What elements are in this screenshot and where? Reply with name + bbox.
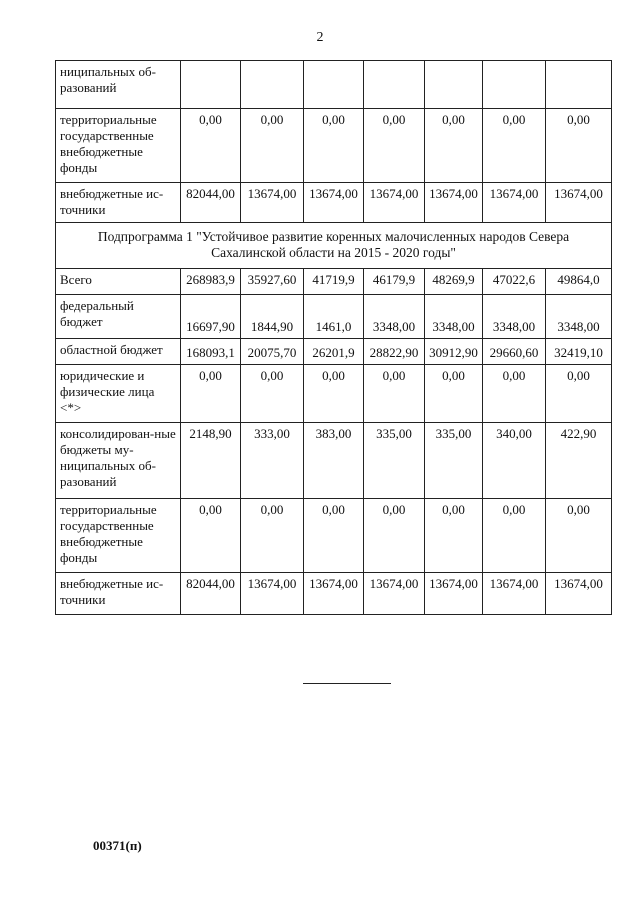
budget-table <box>55 60 612 615</box>
table-row <box>56 269 612 295</box>
value-cell: 0,00 <box>304 109 364 183</box>
table-row <box>56 61 612 109</box>
row-label: областной бюджет <box>56 339 181 365</box>
value-cell: 28822,90 <box>364 339 425 365</box>
table-row <box>56 295 612 339</box>
table-row <box>56 423 612 499</box>
value-cell <box>483 61 546 109</box>
value-cell <box>425 61 483 109</box>
value-cell: 13674,00 <box>546 573 612 615</box>
value-cell: 0,00 <box>181 365 241 423</box>
page-number: 2 <box>316 30 324 45</box>
value-cell: 3348,00 <box>364 295 425 339</box>
table-row <box>56 183 612 223</box>
value-cell: 0,00 <box>425 499 483 573</box>
value-cell: 0,00 <box>364 109 425 183</box>
value-cell: 13674,00 <box>364 183 425 223</box>
value-cell <box>304 61 364 109</box>
value-cell: 30912,90 <box>425 339 483 365</box>
value-cell <box>364 61 425 109</box>
value-cell: 13674,00 <box>241 183 304 223</box>
row-label: юридические и физические лица <*> <box>56 365 181 423</box>
separator-line <box>303 683 391 684</box>
value-cell: 13674,00 <box>483 183 546 223</box>
value-cell: 35927,60 <box>241 269 304 295</box>
value-cell: 0,00 <box>483 499 546 573</box>
table-row <box>56 109 612 183</box>
value-cell: 2148,90 <box>181 423 241 499</box>
row-label: внебюджетные ис-точники <box>56 573 181 615</box>
value-cell: 0,00 <box>241 109 304 183</box>
value-cell: 13674,00 <box>364 573 425 615</box>
value-cell: 422,90 <box>546 423 612 499</box>
value-cell: 0,00 <box>304 499 364 573</box>
value-cell: 29660,60 <box>483 339 546 365</box>
value-cell: 340,00 <box>483 423 546 499</box>
value-cell: 20075,70 <box>241 339 304 365</box>
subprogram-title: Подпрограмма 1 "Устойчивое развитие коренных малочисленных народов Севера Сахалинской области на 2015 - 2020 годы" <box>56 223 612 269</box>
value-cell: 333,00 <box>241 423 304 499</box>
value-cell: 1461,0 <box>304 295 364 339</box>
table-row <box>56 499 612 573</box>
row-label: ниципальных об-разований <box>56 61 181 109</box>
row-label: федеральный бюджет <box>56 295 181 339</box>
value-cell: 1844,90 <box>241 295 304 339</box>
value-cell: 0,00 <box>241 499 304 573</box>
value-cell: 46179,9 <box>364 269 425 295</box>
table-row <box>56 573 612 615</box>
value-cell: 3348,00 <box>546 295 612 339</box>
table-row <box>56 339 612 365</box>
value-cell: 26201,9 <box>304 339 364 365</box>
value-cell: 49864,0 <box>546 269 612 295</box>
row-label: территориальные государственные внебюджетные фонды <box>56 499 181 573</box>
value-cell: 0,00 <box>304 365 364 423</box>
value-cell: 0,00 <box>483 109 546 183</box>
value-cell: 13674,00 <box>546 183 612 223</box>
value-cell: 32419,10 <box>546 339 612 365</box>
value-cell: 16697,90 <box>181 295 241 339</box>
value-cell: 0,00 <box>546 109 612 183</box>
value-cell <box>546 61 612 109</box>
value-cell: 13674,00 <box>304 183 364 223</box>
value-cell: 0,00 <box>546 499 612 573</box>
table-row <box>56 365 612 423</box>
row-label: внебюджетные ис-точники <box>56 183 181 223</box>
value-cell: 13674,00 <box>483 573 546 615</box>
value-cell: 3348,00 <box>425 295 483 339</box>
value-cell: 82044,00 <box>181 573 241 615</box>
value-cell: 0,00 <box>483 365 546 423</box>
value-cell: 268983,9 <box>181 269 241 295</box>
value-cell: 0,00 <box>364 499 425 573</box>
value-cell: 13674,00 <box>425 573 483 615</box>
value-cell: 0,00 <box>425 109 483 183</box>
value-cell <box>181 61 241 109</box>
row-label: консолидирован-ные бюджеты му-ниципальных об-разований <box>56 423 181 499</box>
value-cell: 0,00 <box>181 499 241 573</box>
row-label: Всего <box>56 269 181 295</box>
value-cell: 41719,9 <box>304 269 364 295</box>
value-cell: 3348,00 <box>483 295 546 339</box>
value-cell: 0,00 <box>546 365 612 423</box>
value-cell: 383,00 <box>304 423 364 499</box>
value-cell: 335,00 <box>425 423 483 499</box>
value-cell: 13674,00 <box>425 183 483 223</box>
value-cell: 13674,00 <box>241 573 304 615</box>
value-cell: 0,00 <box>181 109 241 183</box>
value-cell: 0,00 <box>364 365 425 423</box>
value-cell: 48269,9 <box>425 269 483 295</box>
document-code: 00371(п) <box>93 838 142 853</box>
value-cell: 47022,6 <box>483 269 546 295</box>
subprogram-header-row <box>56 223 612 269</box>
row-label: территориальные государственные внебюджетные фонды <box>56 109 181 183</box>
value-cell: 335,00 <box>364 423 425 499</box>
value-cell: 82044,00 <box>181 183 241 223</box>
value-cell <box>241 61 304 109</box>
value-cell: 0,00 <box>241 365 304 423</box>
value-cell: 13674,00 <box>304 573 364 615</box>
value-cell: 0,00 <box>425 365 483 423</box>
value-cell: 168093,1 <box>181 339 241 365</box>
